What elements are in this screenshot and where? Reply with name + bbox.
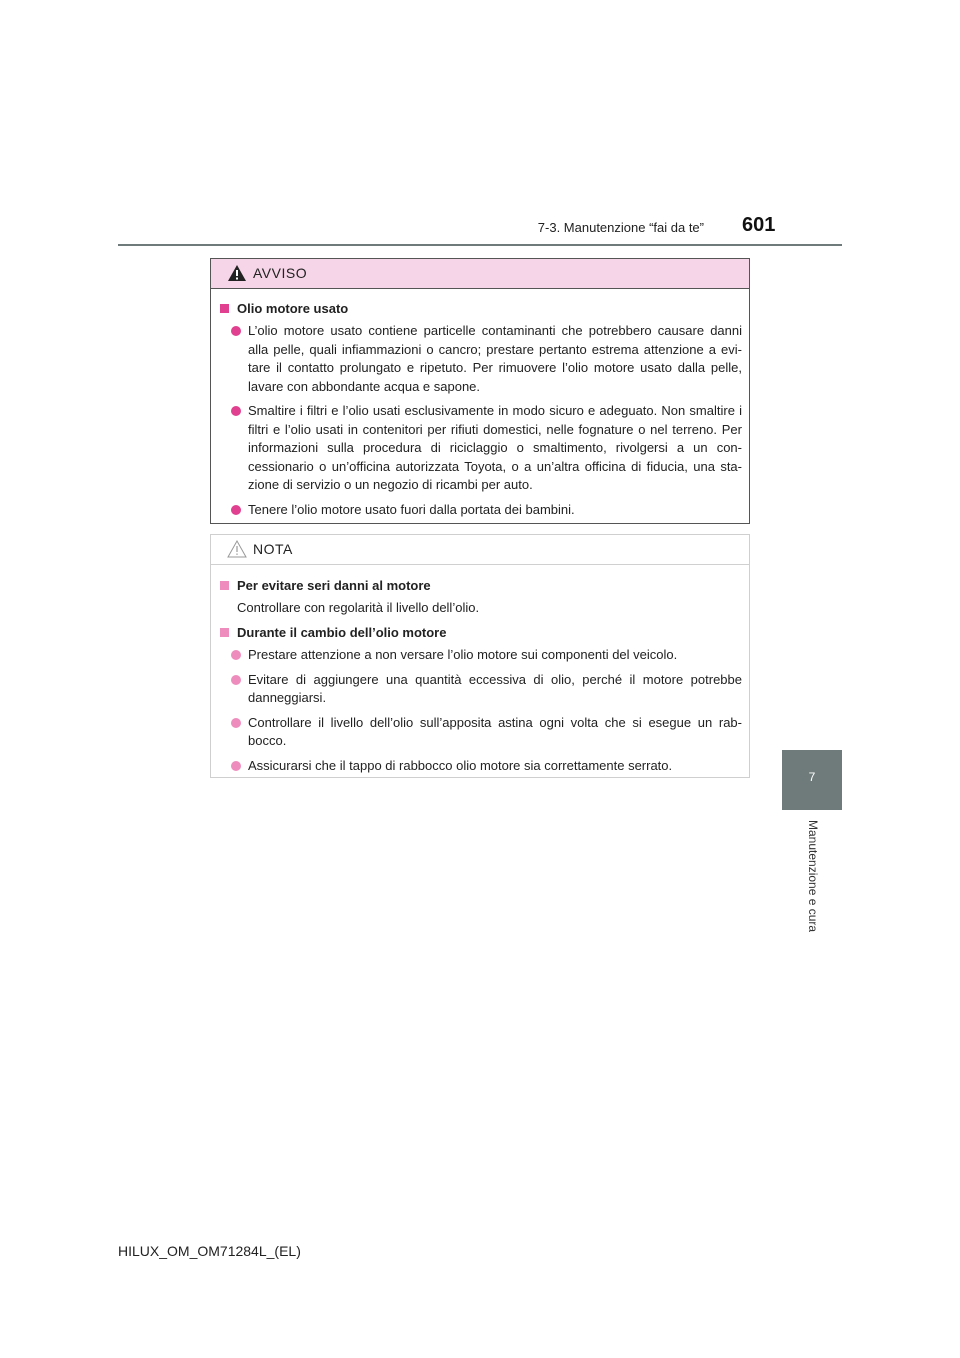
section-title: 7-3. Manutenzione “fai da te”	[537, 220, 704, 235]
warning-label: AVVISO	[253, 265, 308, 281]
warning-header	[211, 259, 749, 289]
document-code: HILUX_OM_OM71284L_(EL)	[118, 1243, 301, 1259]
square-bullet-icon	[220, 581, 229, 590]
chapter-label: Manutenzione e cura	[806, 820, 820, 933]
round-bullet-icon	[231, 718, 241, 728]
note-label: NOTA	[253, 541, 293, 557]
square-bullet-icon	[220, 304, 229, 313]
caution-triangle-icon	[227, 540, 247, 558]
warning-bullet: L’olio motore usato contiene particelle contaminanti che potrebbero causare danni alla pelle, quali infiammazioni o cancro; prestare pertanto estrema attenzione a evi-tare il contatto prolungato e ripetuto. Per rimuovere l’olio motore usato dalla pelle, lavare con abbondante acqua e sapone.	[218, 322, 742, 396]
note-bullet: Evitare di aggiungere una quantità eccessiva di olio, perché il motore potrebbe danneggiarsi.	[218, 671, 742, 708]
note-section-title: Per evitare seri danni al motore	[218, 577, 742, 595]
warning-section-title: Olio motore usato	[218, 300, 742, 318]
note-section-title: Durante il cambio dell’olio motore	[218, 624, 742, 642]
header-divider	[118, 244, 842, 246]
note-header	[211, 535, 749, 565]
page-number: 601	[742, 214, 776, 236]
warning-bullet: Smaltire i filtri e l’olio usati esclusivamente in modo sicuro e adeguato. Non smaltire i filtri e l’olio usati in contenitori per rifiuti domestici, nelle fognature o nel terreno. Per informazioni sulla procedura di riciclaggio o smaltimento, rivolgersi a un con-cessionario o un’officina autorizzata Toyota, o a un’altra officina di fiducia, una sta-zione di servizio o un negozio di ricambi per auto.	[218, 402, 742, 495]
note-box	[210, 534, 750, 778]
note-bullet: Prestare attenzione a non versare l’olio motore sui componenti del veicolo.	[218, 646, 742, 665]
note-bullet: Controllare il livello dell’olio sull’apposita astina ogni volta che si esegue un rab-bocco.	[218, 714, 742, 751]
chapter-tab[interactable]: 7	[782, 750, 842, 810]
warning-bullet: Tenere l’olio motore usato fuori dalla portata dei bambini.	[218, 501, 742, 520]
warning-box	[210, 258, 750, 524]
note-section-text: Controllare con regolarità il livello dell’olio.	[237, 600, 480, 615]
round-bullet-icon	[231, 761, 241, 771]
round-bullet-icon	[231, 505, 241, 515]
round-bullet-icon	[231, 675, 241, 685]
square-bullet-icon	[220, 628, 229, 637]
round-bullet-icon	[231, 406, 241, 416]
warning-triangle-icon	[227, 264, 247, 282]
note-bullet: Assicurarsi che il tappo di rabbocco olio motore sia correttamente serrato.	[218, 757, 742, 776]
round-bullet-icon	[231, 326, 241, 336]
note-content	[211, 565, 749, 775]
round-bullet-icon	[231, 650, 241, 660]
warning-content	[211, 289, 749, 519]
